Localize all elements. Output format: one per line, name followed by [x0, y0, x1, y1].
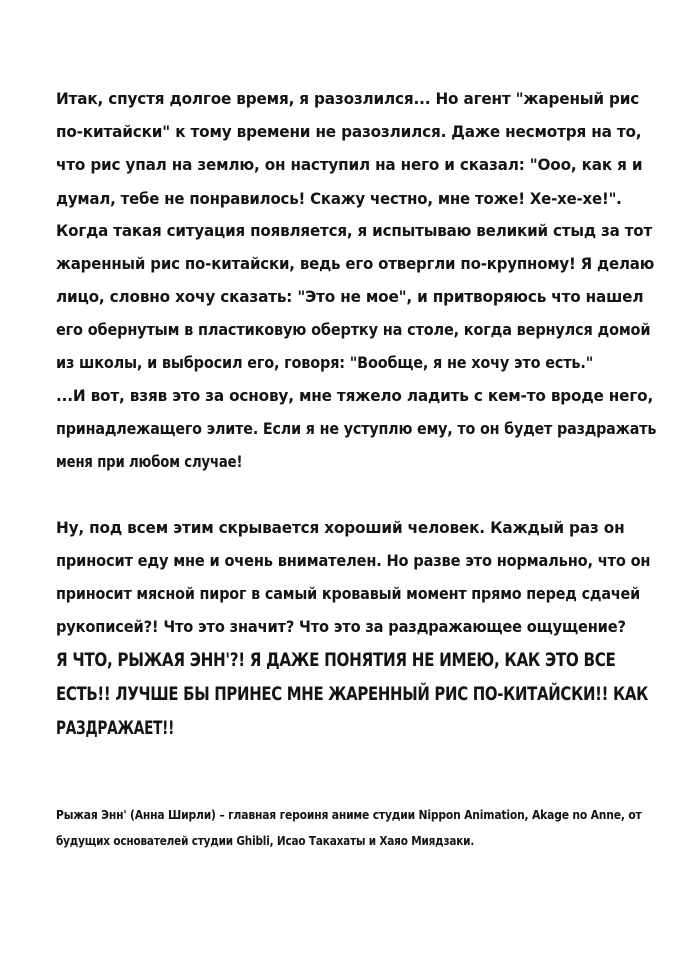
shout-line: ЕСТЬ!! ЛУЧШЕ БЫ ПРИНЕС МНЕ ЖАРЕННЫЙ РИС ПО-КИТАЙСКИ!! КАК: [56, 683, 648, 705]
paragraph-1-line: думал, тебе не понравилось! Скажу честно, мне тоже! Хе-хе-хе!".: [56, 189, 622, 208]
paragraph-1-line: лицо, словно хочу сказать: "Это не мое", и притворяюсь что нашел: [56, 287, 644, 306]
paragraph-2-line: приносит мясной пирог в самый кровавый момент прямо перед сдачей: [56, 584, 641, 603]
paragraph-2-line: Ну, под всем этим скрывается хороший человек. Каждый раз он: [56, 518, 625, 537]
footnote-line: Рыжая Энн' (Анна Ширли) – главная героиня аниме студии Nippon Animation, Akage no Anne, от: [56, 808, 642, 822]
paragraph-2-line: приносит еду мне и очень внимателен. Но разве это нормально, что он: [56, 551, 651, 570]
paragraph-1-line: его обернутым в пластиковую обертку на столе, когда вернулся домой: [56, 320, 651, 339]
paragraph-1-line: из школы, и выбросил его, говоря: "Вообще, я не хочу это есть.": [56, 353, 594, 372]
paragraph-1-line: по-китайски" к тому времени не разозлился. Даже несмотря на то,: [56, 122, 642, 141]
paragraph-1-line: Итак, спустя долгое время, я разозлился... Но агент "жареный рис: [56, 89, 640, 108]
paragraph-1-line: что рис упал на землю, он наступил на него и сказал: "Ооо, как я и: [56, 155, 643, 174]
paragraph-1-line: ...И вот, взяв это за основу, мне тяжело ладить с кем-то вроде него,: [56, 386, 654, 405]
paragraph-1-line: меня при любом случае!: [56, 452, 243, 471]
paragraph-1-line: жаренный рис по-китайски, ведь его отвергли по-крупному! Я делаю: [56, 254, 655, 273]
paragraph-1-line: Когда такая ситуация появляется, я испытываю великий стыд за тот: [56, 221, 653, 240]
shout-line: Я ЧТО, РЫЖАЯ ЭНН'?! Я ДАЖЕ ПОНЯТИЯ НЕ ИМЕЮ, КАК ЭТО ВСЕ: [56, 649, 616, 671]
shout-line: РАЗДРАЖАЕТ!!: [56, 717, 175, 739]
paragraph-2-line: рукописей?! Что это значит? Что это за раздражающее ощущение?: [56, 617, 626, 636]
paragraph-1-line: принадлежащего элите. Если я не уступлю ему, то он будет раздражать: [56, 419, 657, 438]
footnote-line: будущих основателей студии Ghibli, Исао Такахаты и Хаяо Миядзаки.: [56, 834, 475, 848]
